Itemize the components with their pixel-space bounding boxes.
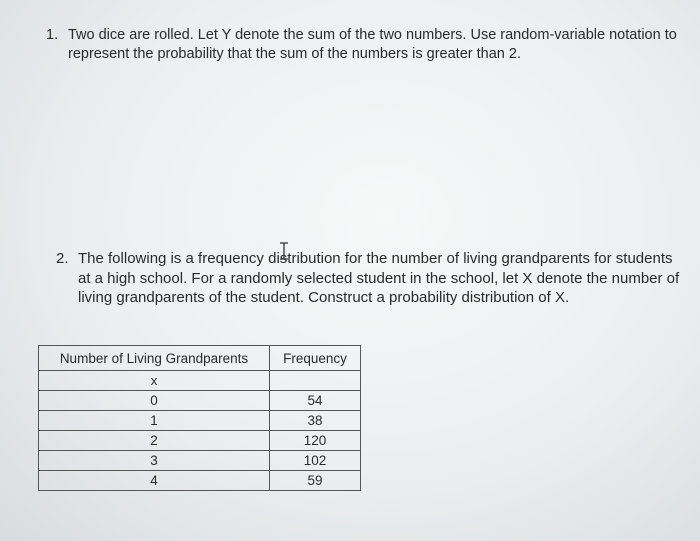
question-2 xyxy=(56,249,681,308)
frequency-table xyxy=(38,345,361,491)
subheader-empty xyxy=(270,371,361,391)
cell-frequency: 120 xyxy=(270,431,361,451)
cell-x: 2 xyxy=(39,431,270,451)
header-frequency: Frequency xyxy=(270,346,361,371)
table-header-row xyxy=(39,346,361,371)
question-2-number: 2. xyxy=(56,250,69,267)
cell-x: 3 xyxy=(39,451,270,471)
table-row xyxy=(39,431,361,451)
question-2-text: The following is a frequency distribution for the number of living grandparents for students at a high school. For a randomly selected student in the school, let X denote the number of living grandparents of the student. Construct a probability distribution of X. xyxy=(78,250,680,306)
cell-x: 1 xyxy=(39,411,270,431)
cell-frequency: 38 xyxy=(270,411,361,431)
cell-frequency: 59 xyxy=(270,471,361,491)
cell-x: 0 xyxy=(39,391,270,411)
table-subheader-row xyxy=(39,371,361,391)
table-row xyxy=(39,471,361,491)
text-cursor-icon xyxy=(279,242,289,260)
table-row xyxy=(39,411,361,431)
cell-frequency: 54 xyxy=(270,391,361,411)
cell-x: 4 xyxy=(39,471,270,491)
header-grandparents: Number of Living Grandparents xyxy=(39,346,270,371)
cell-frequency: 102 xyxy=(270,451,361,471)
question-1-number: 1. xyxy=(46,27,59,43)
table-row xyxy=(39,391,361,411)
table-row xyxy=(39,451,361,471)
subheader-x: x xyxy=(39,371,270,391)
question-1 xyxy=(46,26,686,64)
question-1-text: Two dice are rolled. Let Y denote the sum of the two numbers. Use random-variable notation to represent the probability that the sum of the numbers is greater than 2. xyxy=(68,27,677,62)
